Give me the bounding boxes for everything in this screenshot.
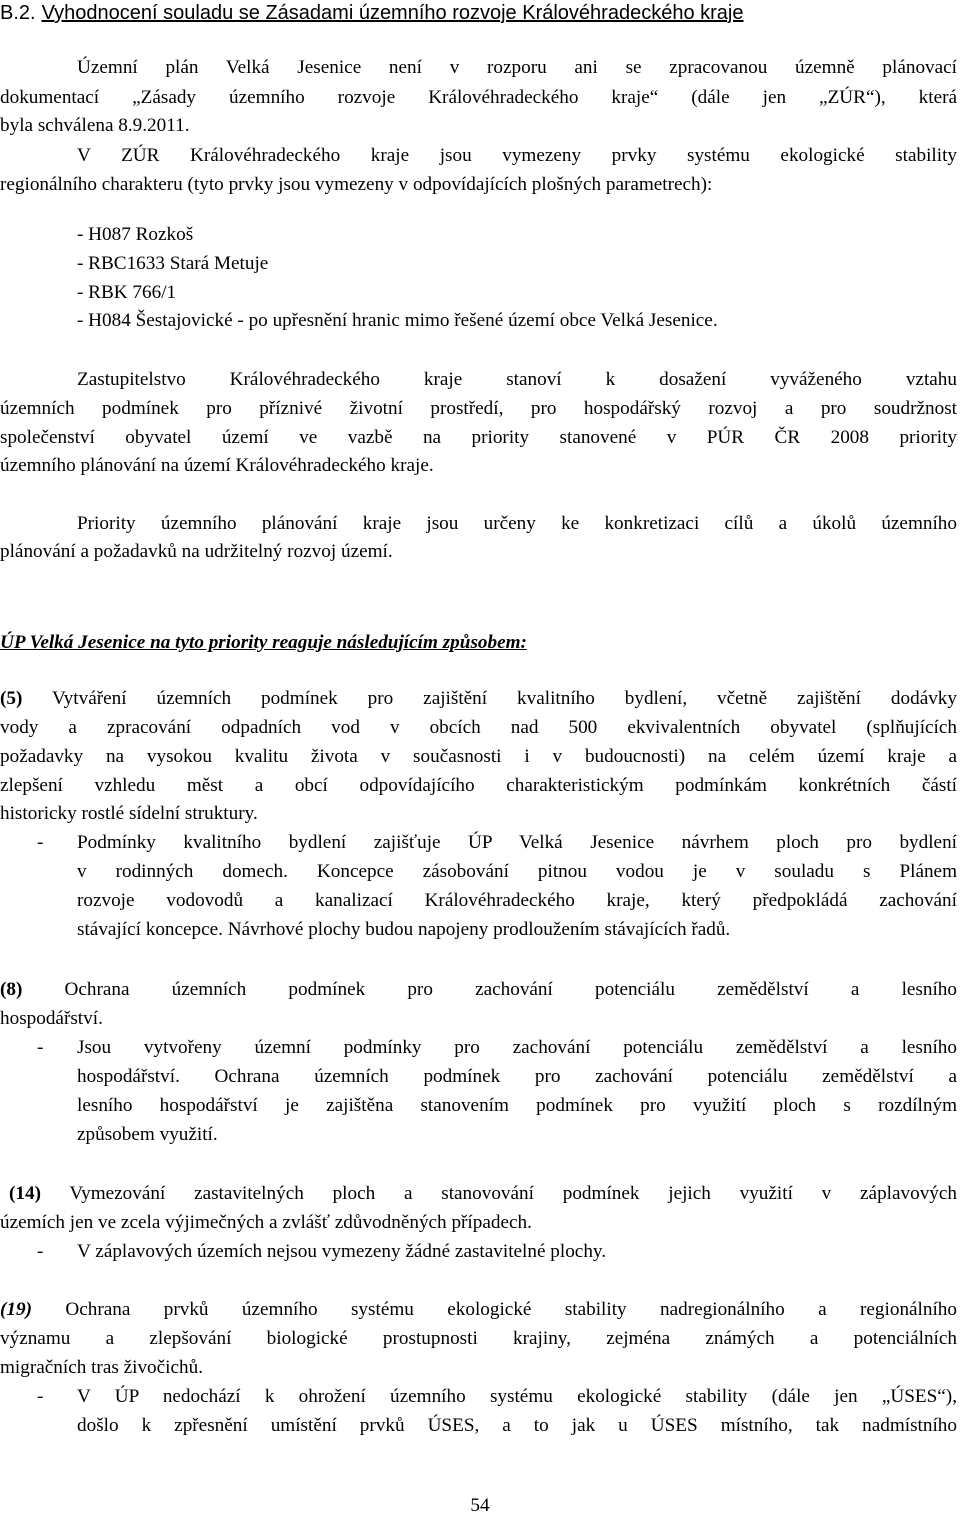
- priority-8-response: způsobem využití.: [77, 1124, 218, 1145]
- element-item: - H084 Šestajovické - po upřesnění hranic mimo řešené území obce Velká Jesenice.: [77, 310, 718, 331]
- priority-14-response: V záplavových územích nejsou vymezeny žádné zastavitelné plochy.: [77, 1241, 607, 1262]
- council-line: územních podmínek pro příznivé životní prostředí, pro hospodářský rozvoj a pro soudržnost: [0, 398, 957, 419]
- priority-number: (5): [0, 688, 23, 709]
- priority-number: (19): [0, 1299, 32, 1320]
- priority-8-response: lesního hospodářství je zajištěna stanovením podmínek pro využití ploch s rozdílným: [77, 1095, 957, 1116]
- priority-line: plánování a požadavků na udržitelný rozvoj území.: [0, 541, 393, 562]
- priority-5-line: zlepšení vzhledu měst a obcí odpovídajícího charakteristickým podmínkám konkrétních částí: [0, 775, 957, 796]
- section-title: Vyhodnocení souladu se Zásadami územního rozvoje Královéhradeckého kraje: [41, 2, 744, 24]
- priority-8-response: hospodářství. Ochrana územních podmínek pro zachování potenciálu zemědělství a: [77, 1066, 957, 1087]
- priority-5-response: stávající koncepce. Návrhové plochy budou napojeny prodloužením stávajících řadů.: [77, 919, 731, 940]
- section-number: B.2.: [0, 2, 36, 24]
- priority-5-line: požadavky na vysokou kvalitu života v současnosti i v budoucnosti) na celém území kraje a: [0, 746, 957, 767]
- priority-5-response: rozvoje vodovodů a kanalizací Královéhradeckého kraje, který předpokládá zachování: [77, 890, 957, 911]
- priority-text: Vymezování zastavitelných ploch a stanovování podmínek jejich využití v záplavových: [40, 1183, 957, 1204]
- priority-5-line: historicky rostlé sídelní struktury.: [0, 803, 258, 824]
- priorities-heading: ÚP Velká Jesenice na tyto priority reaguje následujícím způsobem:: [0, 632, 527, 653]
- priority-5-response: Podmínky kvalitního bydlení zajišťuje ÚP Velká Jesenice návrhem ploch pro bydlení: [77, 832, 957, 853]
- zur-line: regionálního charakteru (tyto prvky jsou vymezeny v odpovídajících plošných parametrech):: [0, 174, 713, 195]
- priority-5-line: vody a zpracování odpadních vod v obcích nad 500 ekvivalentních obyvatel (splňujících: [0, 717, 957, 738]
- priority-19-line: [0, 1296, 957, 1324]
- priority-19-response: došlo k zpřesnění umístění prvků ÚSES, a to jak u ÚSES místního, tak nadmístního: [77, 1415, 957, 1436]
- intro-line: dokumentací „Zásady územního rozvoje Královéhradeckého kraje“ (dále jen „ZÚR“), která: [0, 87, 957, 108]
- element-item: - H087 Rozkoš: [77, 224, 194, 245]
- priority-text: Ochrana územních podmínek pro zachování potenciálu zemědělství a lesního: [22, 979, 957, 1000]
- zur-line: V ZÚR Královéhradeckého kraje jsou vymezeny prvky systému ekologické stability: [77, 145, 957, 166]
- list-dash: -: [37, 1037, 44, 1058]
- council-line: územního plánování na území Královéhradeckého kraje.: [0, 455, 434, 476]
- priority-19-line: významu a zlepšování biologické prostupnosti krajiny, zejména známých a potenciálních: [0, 1328, 957, 1349]
- priority-8-line: hospodářství.: [0, 1008, 103, 1029]
- priority-5-line: [0, 685, 957, 713]
- council-line: společenství obyvatel území ve vazbě na priority stanovené v PÚR ČR 2008 priority: [0, 427, 957, 448]
- priority-line: Priority územního plánování kraje jsou určeny ke konkretizaci cílů a úkolů územního: [77, 513, 957, 534]
- list-dash: -: [37, 1386, 44, 1407]
- priority-8-response: Jsou vytvořeny územní podmínky pro zachování potenciálu zemědělství a lesního: [77, 1037, 957, 1058]
- priority-14-line: [9, 1180, 957, 1208]
- intro-line: byla schválena 8.9.2011.: [0, 115, 190, 136]
- element-item: - RBK 766/1: [77, 282, 177, 303]
- priority-text: Vytváření územních podmínek pro zajištění kvalitního bydlení, včetně zajištění dodávky: [22, 688, 957, 709]
- priority-number: (8): [0, 979, 23, 1000]
- priority-8-line: [0, 976, 957, 1004]
- list-dash: -: [37, 1241, 44, 1262]
- intro-line: Územní plán Velká Jesenice není v rozporu ani se zpracovanou územně plánovací: [77, 57, 957, 78]
- priority-14-line: územích jen ve zcela výjimečných a zvlášť zdůvodněných případech.: [0, 1212, 532, 1233]
- priority-19-line: migračních tras živočichů.: [0, 1357, 203, 1378]
- list-dash: -: [37, 832, 44, 853]
- page-number: 54: [470, 1495, 490, 1515]
- priority-19-response: V ÚP nedochází k ohrožení územního systému ekologické stability (dále jen „ÚSES“),: [77, 1386, 957, 1407]
- priority-5-response: v rodinných domech. Koncepce zásobování pitnou vodou je v souladu s Plánem: [77, 861, 957, 882]
- priority-number: (14): [9, 1183, 41, 1204]
- element-item: - RBC1633 Stará Metuje: [77, 253, 269, 274]
- priority-text: Ochrana prvků územního systému ekologické stability nadregionálního a regionálního: [31, 1299, 957, 1320]
- council-line: Zastupitelstvo Královéhradeckého kraje stanoví k dosažení vyváženého vztahu: [77, 369, 957, 390]
